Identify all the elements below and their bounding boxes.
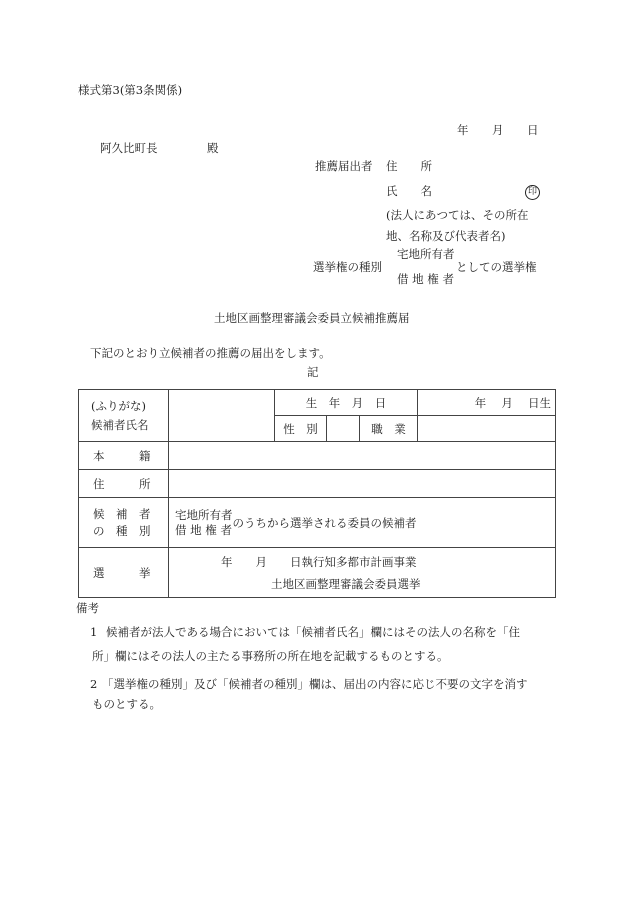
candidate-type-option1: 宅地所有者 [175,507,233,522]
candidate-type-label-cell [79,498,169,548]
date-day: 日 [527,123,539,137]
form-number: 様式第3(第3条関係) [78,83,183,97]
honorific: 殿 [207,141,219,155]
remark-item-1-line1: 候補者が法人である場合においては「候補者氏名」欄にはその法人の名称を「住 [106,625,520,639]
occupation-label: 職 業 [360,416,418,442]
candidate-type-label1: 候 補 者 [93,506,151,521]
corporate-note-line1: (法人にあつては、その所在 [386,208,529,222]
remarks-heading: 備考 [76,601,99,615]
sex-value [327,416,360,442]
candidate-type-label2: の 種 別 [93,523,151,538]
right-type-option2: 借 地 権 者 [397,272,454,286]
candidate-type-suffix: のうちから選挙される委員の候補者 [232,515,417,530]
date-month: 月 [492,123,504,137]
right-type-option1: 宅地所有者 [397,247,455,261]
seal-mark-icon: 印 [525,185,540,200]
election-line2: 土地区画整理審議会委員選挙 [271,576,421,591]
applicant-seal [525,185,540,200]
corporate-note-line2: 地、名称及び代表者名) [386,229,506,243]
furigana-label: (ふりがな) [91,398,146,413]
election-value-cell [169,548,556,598]
applicant-name-label: 氏 名 [386,184,432,198]
election-label: 選 挙 [79,548,169,598]
applicant-address-label: 住 所 [386,159,432,173]
candidate-name-value [169,390,275,442]
candidate-type-value-cell [169,498,556,548]
date-year: 年 [457,123,469,137]
candidate-name-label-cell [79,390,169,442]
candidate-name-label: 候補者氏名 [91,417,149,432]
remark-item-2-line2: ものとする。 [92,697,161,711]
occupation-value [418,416,556,442]
right-type-label: 選挙権の種別 [313,260,382,274]
candidate-type-options [175,508,233,538]
remark-item-2-line1: 「選挙権の種別」及び「候補者の種別」欄は、届出の内容に応じ不要の文字を消す [102,677,528,691]
document-title: 土地区画整理審議会委員立候補推薦届 [214,311,410,325]
intro-text: 下記のとおり立候補者の推薦の届出をします。 [90,346,331,360]
sex-label: 性 別 [275,416,327,442]
domicile-label: 本 籍 [79,442,169,470]
record-label: 記 [307,365,319,379]
right-type-suffix: としての選挙権 [456,260,537,274]
remark-item-1-number: 1 [90,625,98,639]
birth-date-value: 年 月 日生 [418,390,556,416]
domicile-value [169,442,556,470]
applicant-role-label: 推薦届出者 [315,159,373,173]
candidate-type-option2: 借 地 権 者 [175,522,232,537]
candidate-table [78,389,556,598]
address-label: 住 所 [79,470,169,498]
birth-date-label: 生 年 月 日 [275,390,418,416]
election-line1: 年 月 日執行知多都市計画事業 [221,554,417,569]
address-value [169,470,556,498]
addressee: 阿久比町長 [100,141,158,155]
remark-item-1-line2: 所」欄にはその法人の主たる事務所の所在地を記載するものとする。 [92,649,449,663]
remark-item-2-number: 2 [90,677,98,691]
